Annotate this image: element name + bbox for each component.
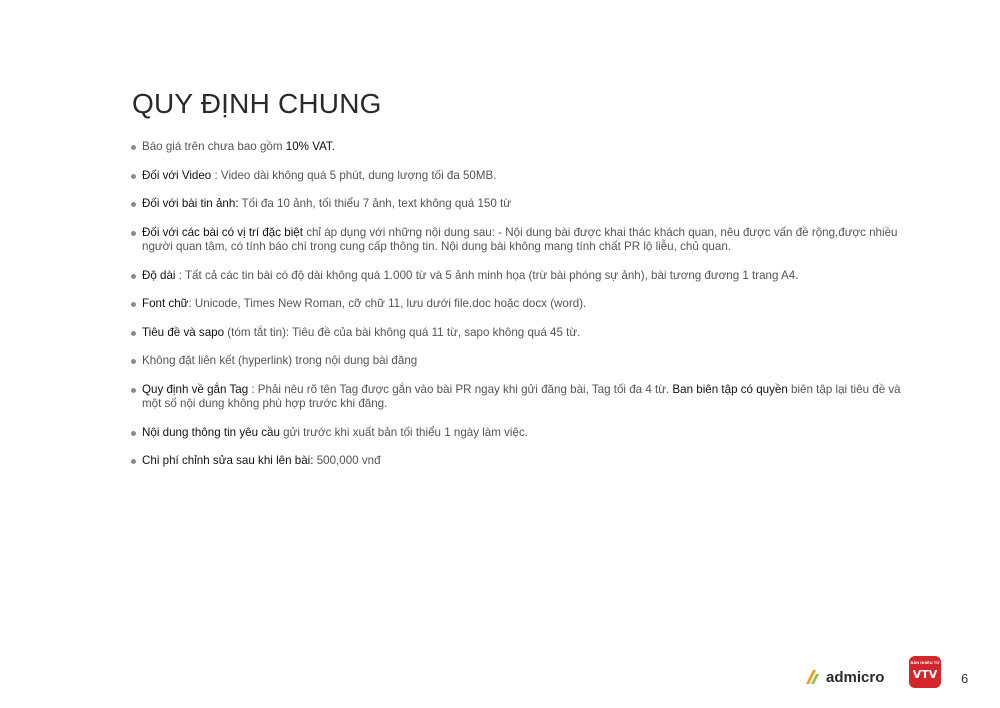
rule-item (130, 426, 910, 441)
rule-item (130, 326, 910, 341)
rule-item (130, 226, 910, 255)
bullet-icon (131, 231, 136, 236)
bullet-icon (131, 359, 136, 364)
rule-label: Tiêu đề và sapo (142, 325, 225, 339)
rule-label: Chi phí chỉnh sửa sau khi lên bài: (142, 454, 314, 467)
rule-label: Đối với bài tin ảnh: (142, 197, 239, 210)
page-title: QUY ĐỊNH CHUNG (132, 88, 382, 119)
rule-text: Không đặt liên kết (hyperlink) trong nội dung bài đăng (142, 354, 418, 367)
rule-label: Đối với Video (142, 168, 212, 182)
rule-item (130, 169, 910, 184)
bullet-icon (131, 331, 136, 336)
rule-text: biên tập lại tiêu đề và một số nội dung không phù hợp trước khi đăng. (142, 382, 901, 410)
rule-item (130, 197, 910, 212)
rule-text: Tối đa 10 ảnh, tối thiểu 7 ảnh, text không quá 150 từ (238, 197, 512, 210)
vtv-logo (909, 656, 941, 688)
rule-text: Báo giá trên chưa bao gồm (142, 140, 286, 153)
rule-label: Quy định về gắn Tag (142, 382, 249, 396)
rule-text: chỉ áp dụng với những nội dung sau: - Nội dung bài được khai thác khách quan, nêu được vấn đề rộng,được nhiều người quan tâm, có tính báo chí trong cung cấp thông tin. Nội dung bài không mang tính chất PR lộ liễu, chủ quan. (142, 225, 898, 253)
rule-text: : Video dài không quá 5 phút, dung lượng tối đa 50MB. (211, 168, 497, 182)
rule-label: Đối với các bài có vị trí đặc biệt (142, 225, 303, 239)
vtv-logo-text: VTV (912, 668, 938, 681)
bullet-icon (131, 174, 136, 179)
rule-text: (tóm tắt tin): Tiêu đề của bài không quá 11 từ, sapo không quá 45 từ. (224, 325, 581, 339)
rule-label: Ban biên tập có quyền (672, 382, 788, 396)
bullet-icon (131, 431, 136, 436)
rule-text: : Phải nêu rõ tên Tag được gắn vào bài PR ngay khi gửi đăng bài, Tag tối đa 4 từ. (248, 382, 673, 396)
bullet-icon (131, 388, 136, 393)
bullet-icon (131, 274, 136, 279)
bullet-icon (131, 302, 136, 307)
rule-text: : Tất cả các tin bài có độ dài không quá 1.000 từ và 5 ảnh minh họa (trừ bài phóng sự ảnh), bài tương đương 1 trang A4. (175, 268, 799, 282)
rules-list (130, 140, 910, 483)
rule-item (130, 383, 910, 412)
admicro-leaf-icon (804, 668, 822, 686)
rule-text: 500,000 vnđ (313, 454, 381, 467)
bullet-icon (131, 202, 136, 207)
rule-item (130, 140, 910, 155)
rule-text: gửi trước khi xuất bản tối thiểu 1 ngày làm việc. (279, 425, 528, 439)
page-number: 6 (961, 671, 969, 686)
rule-item (130, 454, 910, 469)
admicro-logo (804, 668, 884, 686)
rule-item (130, 354, 910, 369)
bullet-icon (131, 145, 136, 150)
bullet-icon (131, 459, 136, 464)
vtv-logo-top-text: BẢN NHIỀU TỪ (910, 660, 940, 665)
rule-label: 10% VAT. (285, 140, 335, 153)
rule-label: Độ dài (142, 268, 176, 282)
rule-label: Nội dung thông tin yêu cầu (142, 425, 280, 439)
rule-text: : Unicode, Times New Roman, cỡ chữ 11, lưu dưới file.doc hoặc docx (word). (188, 297, 587, 310)
admicro-logo-text: admicro (826, 668, 885, 686)
rule-item (130, 297, 910, 312)
rule-label: Font chữ (142, 297, 189, 310)
rule-item (130, 269, 910, 284)
